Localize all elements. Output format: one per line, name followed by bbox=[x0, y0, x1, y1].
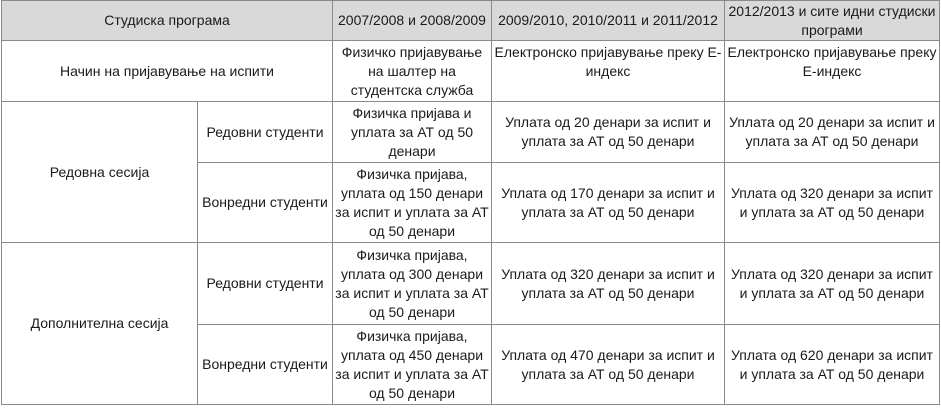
regular-session-regular-col-2007: Физичка пријава и уплата за АТ од 50 денари bbox=[333, 102, 492, 163]
table-row-registration bbox=[2, 41, 940, 102]
registration-label: Начин на пријавување на испити bbox=[2, 41, 333, 102]
regular-session-parttime-col-2009: Уплата од 170 денари за испит и уплата за АТ од 50 денари bbox=[492, 163, 725, 243]
additional-session-regular-col-2009: Уплата од 320 денари за испит и уплата за АТ од 50 денари bbox=[492, 243, 725, 325]
table-header-row bbox=[2, 1, 940, 41]
additional-session-parttime-col-2009: Уплата од 470 денари за испит и уплата за АТ од 50 денари bbox=[492, 325, 725, 405]
additional-session-regular-col-2007: Физичка пријава, уплата од 300 денари за испит и уплата за АТ од 50 денари bbox=[333, 243, 492, 325]
regular-session-label: Редовна сесија bbox=[2, 102, 198, 243]
table-row-regular-session-regular bbox=[2, 102, 940, 163]
registration-col-2009: Електронско пријавување преку Е-индекс bbox=[492, 41, 725, 102]
additional-session-parttime-col-2012: Уплата од 620 денари за испит и уплата за АТ од 50 денари bbox=[725, 325, 940, 405]
additional-session-label: Дополнителна сесија bbox=[2, 243, 198, 405]
header-col-2012: 2012/2013 и сите идни студиски програми bbox=[725, 1, 940, 41]
registration-col-2012: Електронско пријавување преку Е-индекс bbox=[725, 41, 940, 102]
header-col-2007: 2007/2008 и 2008/2009 bbox=[333, 1, 492, 41]
additional-session-parttime-col-2007: Физичка пријава, уплата од 450 денари за испит и уплата за АТ од 50 денари bbox=[333, 325, 492, 405]
regular-session-regular-students-label: Редовни студенти bbox=[198, 102, 333, 163]
table-row-additional-session-regular bbox=[2, 243, 940, 325]
additional-session-regular-col-2012: Уплата од 320 денари за испит и уплата за АТ од 50 денари bbox=[725, 243, 940, 325]
regular-session-parttime-col-2012: Уплата од 320 денари за испит и уплата за АТ од 50 денари bbox=[725, 163, 940, 243]
regular-session-parttime-students-label: Вонредни студенти bbox=[198, 163, 333, 243]
exam-fees-table bbox=[1, 0, 940, 405]
additional-session-regular-students-label: Редовни студенти bbox=[198, 243, 333, 325]
additional-session-parttime-students-label: Вонредни студенти bbox=[198, 325, 333, 405]
regular-session-parttime-col-2007: Физичка пријава, уплата од 150 денари за испит и уплата за АТ од 50 денари bbox=[333, 163, 492, 243]
registration-col-2007: Физичко пријавување на шалтер на студентска служба bbox=[333, 41, 492, 102]
regular-session-regular-col-2009: Уплата од 20 денари за испит и уплата за АТ од 50 денари bbox=[492, 102, 725, 163]
header-col-2009: 2009/2010, 2010/2011 и 2011/2012 bbox=[492, 1, 725, 41]
regular-session-regular-col-2012: Уплата од 20 денари за испит и уплата за АТ од 50 денари bbox=[725, 102, 940, 163]
header-program: Студиска програма bbox=[2, 1, 333, 41]
